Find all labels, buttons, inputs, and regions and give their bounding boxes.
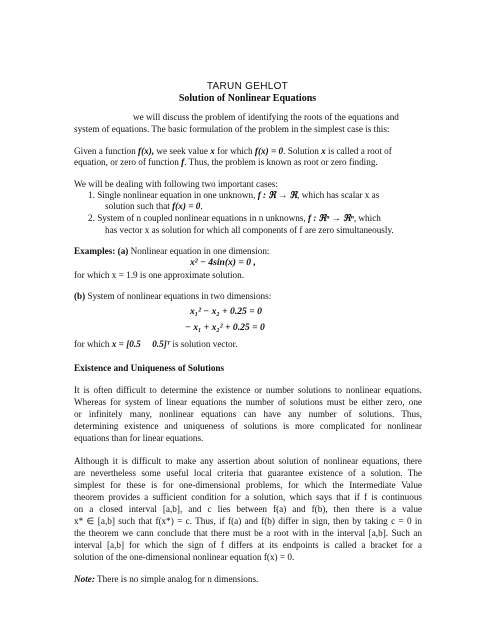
text: equation, or zero of function: [74, 157, 182, 167]
text: 2. System of n coupled nonlinear equations in n unknowns,: [88, 213, 308, 223]
text: , which has scalar x as: [297, 190, 380, 200]
paragraph-2-line: x* ∈ [a,b] such that f(x*) = c. Thus, if f(a) and f(b) differ in sign, then by taking c = 0 in: [74, 516, 422, 526]
example-label: (b): [74, 291, 86, 301]
math-fx-eq: f(x) = 0: [172, 201, 201, 211]
intro-line-2: system of equations. The basic formulation of the problem in the simplest case is this:: [74, 124, 390, 134]
note-label: Note:: [74, 574, 95, 584]
paragraph-2-line: the theorem we cann conclude that there must be a root with in the interval [a,b]. Such an: [74, 528, 422, 538]
example-a-heading: [74, 246, 269, 256]
text: solution such that: [105, 201, 173, 211]
case-1-line-1: [88, 190, 379, 200]
example-b-equation-2: − x₁ + x₂² + 0.25 = 0: [185, 322, 265, 333]
text: for which: [214, 146, 255, 156]
math-vector: x = [0.5 0.5]ᵀ: [111, 339, 171, 349]
text: Nonlinear equation in one dimension:: [128, 246, 270, 256]
paragraph-2-line: theorem provides a sufficient condition for a solution, which says that if f is continuous: [74, 492, 422, 502]
math-x: x: [210, 146, 215, 156]
text: for which: [74, 339, 112, 349]
math-fx: f(x),: [138, 146, 155, 156]
paragraph-1-line: determining existence and uniqueness of solutions is more complicated for nonlinear: [74, 421, 422, 431]
text: , which: [353, 213, 381, 223]
given-line-2: [74, 157, 378, 167]
paragraph-1-line: or infinitely many, nonlinear equations can have any number of solutions. Thus,: [74, 409, 422, 419]
paragraph-2-line: simplest for these is for one-dimensional problems, for which the Intermediate Value: [74, 480, 422, 490]
text: System of nonlinear equations in two dimensions:: [85, 291, 272, 301]
text: is called a root of: [325, 146, 392, 156]
math-fx-eq: f(x) = 0: [254, 146, 284, 156]
example-label: Examples: (a): [74, 246, 129, 256]
paragraph-2-line: are nevertheless some useful local criteria that guarantee existence of a solution. The: [74, 468, 422, 478]
case-2-line-2: has vector x as solution for which all components of f are zero simultaneously.: [105, 225, 394, 235]
text: . Solution: [283, 146, 322, 156]
author-name: TARUN GEHLOT: [206, 81, 289, 92]
text: is solution vector.: [170, 339, 238, 349]
text: 1. Single nonlinear equation in one unknown,: [88, 190, 258, 200]
paragraph-2-line: on a closed interval [a,b], and c lies between f(a) and f(b), then there is a value: [74, 504, 422, 514]
paragraph-2-line: interval [a,b] for which the sign of f differs at its endpoints is called a bracket for a: [74, 540, 422, 550]
page-title: Solution of Nonlinear Equations: [178, 93, 317, 104]
paragraph-2-line: Although it is difficult to make any assertion about solution of nonlinear equations, there: [74, 456, 422, 466]
math-f: f: [181, 157, 185, 167]
note-text: There is no simple analog for n dimensions.: [94, 574, 259, 584]
intro-line-1: we will discuss the problem of identifying the roots of the equations and: [133, 112, 399, 122]
text: we seek value: [154, 146, 211, 156]
text: .: [200, 201, 203, 211]
example-b-heading: [74, 291, 271, 301]
text: Given a function: [74, 146, 139, 156]
paragraph-2-line: solution of the one-dimensional nonlinear equation f(x) = 0.: [74, 552, 295, 562]
text: . Thus, the problem is known as root or zero finding.: [184, 157, 378, 167]
math-mapping: f : ℜⁿ → ℜⁿ: [307, 213, 354, 223]
paragraph-1-line: Whereas for system of linear equations the number of solutions must be either zero, one: [74, 397, 422, 407]
example-b-solution: [74, 339, 237, 349]
math-mapping: f : ℜ → ℜ: [257, 190, 298, 200]
cases-lead: We will be dealing with following two important cases:: [74, 179, 278, 189]
example-b-equation-1: x₁² − x₂ + 0.25 = 0: [190, 306, 262, 317]
example-a-equation: x² − 4sin(x) = 0 ,: [190, 257, 256, 268]
note-line: [74, 574, 258, 584]
case-1-line-2: [105, 201, 203, 211]
given-line-1: [74, 146, 392, 156]
example-a-solution: for which x = 1.9 is one approximate solution.: [74, 270, 245, 280]
section-heading: Existence and Uniqueness of Solutions: [74, 363, 225, 373]
case-2-line-1: [88, 213, 381, 223]
paragraph-1-line: equations than for linear equations.: [74, 433, 204, 443]
math-x: x: [321, 146, 326, 156]
paragraph-1-line: It is often difficult to determine the existence or number solutions to nonlinear equations.: [74, 385, 422, 395]
